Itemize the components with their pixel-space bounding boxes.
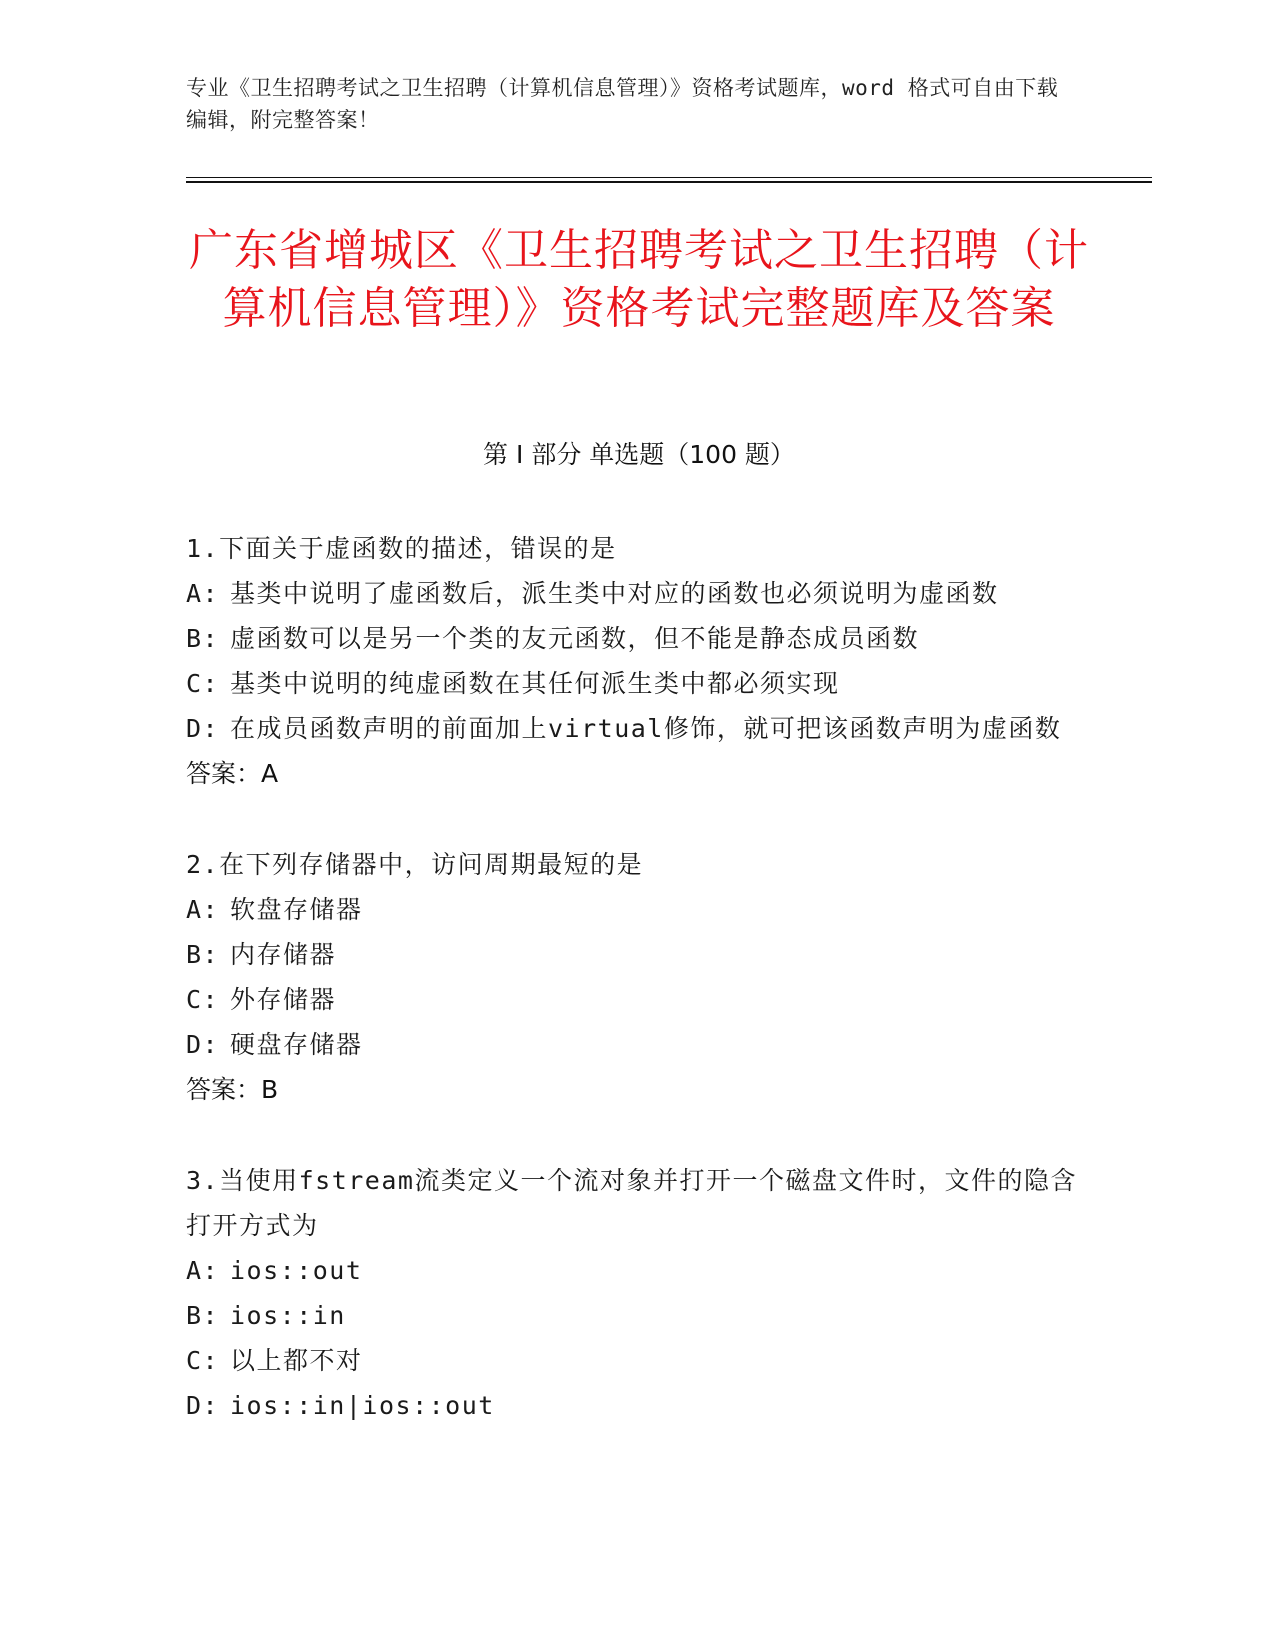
option-text: 以上都不对: [230, 1346, 363, 1375]
option-text: 外存储器: [230, 985, 337, 1014]
option-text: 基类中说明的纯虚函数在其任何派生类中都必须实现: [230, 669, 840, 698]
option-d: [186, 706, 1086, 751]
option-a: [186, 1248, 1086, 1293]
option-c: [186, 1338, 1086, 1383]
option-d: [186, 1383, 1086, 1428]
option-letter: B:: [186, 1301, 220, 1330]
option-a: [186, 571, 1086, 616]
option-letter: C:: [186, 985, 220, 1014]
option-letter: A:: [186, 1256, 220, 1285]
option-text: 内存储器: [230, 940, 337, 969]
question-3: [186, 1158, 1086, 1428]
option-letter: B:: [186, 624, 220, 653]
option-letter: C:: [186, 1346, 220, 1375]
question-stem: 1.下面关于虚函数的描述，错误的是: [186, 534, 617, 563]
question-stem: 2.在下列存储器中，访问周期最短的是: [186, 850, 644, 879]
option-text: 基类中说明了虚函数后，派生类中对应的函数也必须说明为虚函数: [230, 579, 999, 608]
document-title: 广东省增城区《卫生招聘考试之卫生招聘（计算机信息管理）》资格考试完整题库及答案: [189, 225, 1089, 334]
option-text: 在成员函数声明的前面加上virtual修饰，就可把该函数声明为虚函数: [230, 714, 1062, 743]
header-note: 专业《卫生招聘考试之卫生招聘（计算机信息管理）》资格考试题库，word 格式可自由下载编辑，附完整答案！: [186, 76, 1059, 132]
option-b: [186, 932, 1086, 977]
option-text: ios::in|ios::out: [230, 1391, 495, 1420]
option-b: [186, 1293, 1086, 1338]
option-text: 虚函数可以是另一个类的友元函数，但不能是静态成员函数: [230, 624, 920, 653]
option-letter: D:: [186, 1391, 220, 1420]
question-2: [186, 842, 1086, 1112]
option-letter: B:: [186, 940, 220, 969]
question-list: [186, 526, 1086, 1474]
option-b: [186, 616, 1086, 661]
question-1: [186, 526, 1086, 796]
option-letter: A:: [186, 579, 220, 608]
option-text: 软盘存储器: [230, 895, 363, 924]
option-letter: D:: [186, 714, 220, 743]
option-text: ios::out: [230, 1256, 363, 1285]
section-heading: 第 I 部分 单选题（100 题）: [483, 440, 795, 469]
option-text: ios::in: [230, 1301, 346, 1330]
option-letter: A:: [186, 895, 220, 924]
answer-line: 答案：A: [186, 759, 279, 788]
answer-line: 答案：B: [186, 1075, 279, 1104]
header-divider-thin: [186, 177, 1152, 178]
option-text: 硬盘存储器: [230, 1030, 363, 1059]
option-a: [186, 887, 1086, 932]
option-letter: C:: [186, 669, 220, 698]
option-c: [186, 661, 1086, 706]
question-stem: 3.当使用fstream流类定义一个流对象并打开一个磁盘文件时，文件的隐含打开方式为: [186, 1166, 1077, 1240]
option-letter: D:: [186, 1030, 220, 1059]
option-d: [186, 1022, 1086, 1067]
option-c: [186, 977, 1086, 1022]
header-divider-thick: [186, 181, 1152, 183]
